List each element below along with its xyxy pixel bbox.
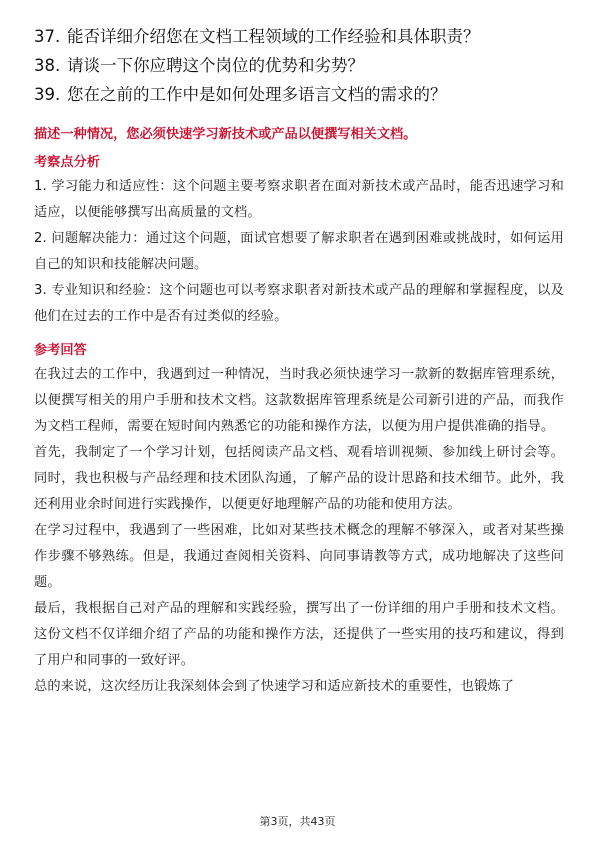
page-footer: 第3页，共43页 <box>259 815 336 828</box>
question-text: 请谈一下你应聘这个岗位的优势和劣势？ <box>67 56 364 75</box>
analysis-title: 考察点分析 <box>34 155 100 170</box>
analysis-item: 3. 专业知识和经验：这个问题也可以考察求职者对新技术或产品的理解和掌握程度，以及他们在过去的工作中是否有过类似的经验。 <box>34 283 564 324</box>
question-item <box>34 51 574 80</box>
question-number: 38. <box>34 56 61 75</box>
analysis-item: 2. 问题解决能力：通过这个问题，面试官想要了解求职者在遇到困难或挑战时，如何运用自己的知识和技能解决问题。 <box>34 231 564 272</box>
question-item <box>34 22 574 51</box>
question-text: 能否详细介绍您在文档工程领域的工作经验和具体职责？ <box>67 27 480 46</box>
question-detail <box>34 122 564 700</box>
question-text: 您在之前的工作中是如何处理多语言文档的需求的？ <box>67 85 447 104</box>
answer-title: 参考回答 <box>34 343 87 358</box>
answer-paragraph: 首先，我制定了一个学习计划，包括阅读产品文档、观看培训视频、参加线上研讨会等。同时，我也积极与产品经理和技术团队沟通，了解产品的设计思路和技术细节。此外，我还利用业余时间进行实践操作，以便更好地理解产品的功能和使用方法。 <box>34 445 564 512</box>
question-number: 39. <box>34 85 61 104</box>
question-number: 37. <box>34 27 61 46</box>
answer-paragraph: 在学习过程中，我遇到了一些困难，比如对某些技术概念的理解不够深入，或者对某些操作步骤不够熟练。但是，我通过查阅相关资料、向同事请教等方式，成功地解决了这些问题。 <box>34 523 564 590</box>
answer-paragraph: 最后，我根据自己对产品的理解和实践经验，撰写出了一份详细的用户手册和技术文档。这份文档不仅详细介绍了产品的功能和操作方法，还提供了一些实用的技巧和建议，得到了用户和同事的一致好评。 <box>34 601 564 668</box>
answer-paragraph: 在我过去的工作中，我遇到过一种情况，当时我必须快速学习一款新的数据库管理系统，以便撰写相关的用户手册和技术文档。这款数据库管理系统是公司新引进的产品，而我作为文档工程师，需要在短时间内熟悉它的功能和操作方法，以便为用户提供准确的指导。 <box>34 367 564 434</box>
answer-paragraph: 总的来说，这次经历让我深刻体会到了快速学习和适应新技术的重要性，也锻炼了 <box>34 679 515 694</box>
question-item <box>34 80 574 109</box>
question-headline: 描述一种情况，您必须快速学习新技术或产品以便撰写相关文档。 <box>34 127 417 142</box>
analysis-item: 1. 学习能力和适应性：这个问题主要考察求职者在面对新技术或产品时，能否迅速学习和适应，以便能够撰写出高质量的文档。 <box>34 179 564 220</box>
question-list <box>34 22 574 109</box>
